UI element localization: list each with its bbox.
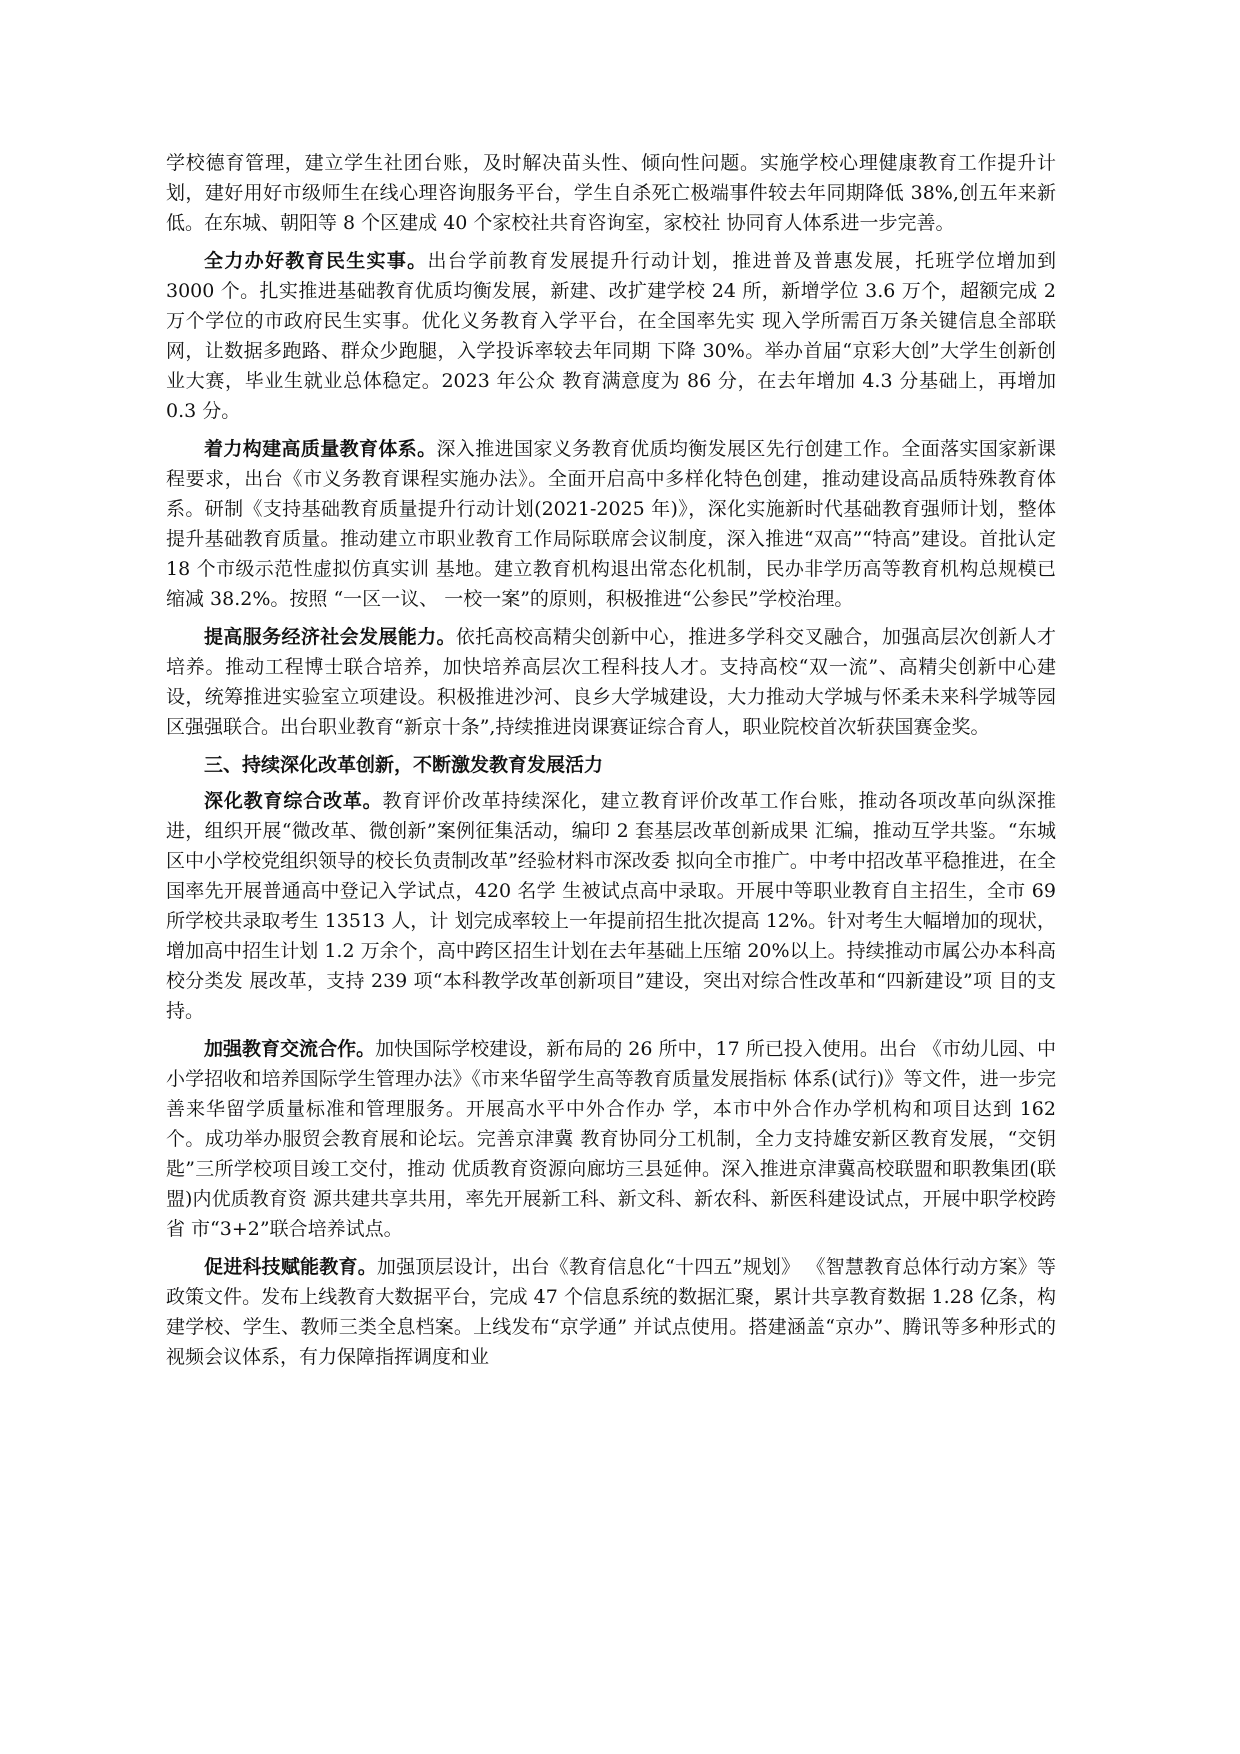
document-page — [166, 148, 1056, 1380]
paragraph-text: 学校德育管理，建立学生社团台账，及时解决苗头性、倾向性问题。实施学校心理健康教育工作提升计划，建好用好市级师生在线心理咨询服务平台，学生自杀死亡极端事件较去年同期降低 38%,创五年来新低。在东城、朝阳等 8 个区建成 40 个家校社共育咨询室，家校社 协同育人体系进一步完善。 — [166, 152, 1056, 234]
paragraph-moral-education — [166, 148, 1056, 238]
paragraph-livelihood — [166, 246, 1056, 426]
paragraph-text: 加快国际学校建设，新布局的 26 所中，17 所已投入使用。出台 《市幼儿园、中小学招收和培养国际学生管理办法》《市来华留学生高等教育质量发展指标 体系(试行)》等文件，进一步完善来华留学质量标准和管理服务。开展高水平中外合作办 学，本市中外合作办学机构和项目达到 162 个。成功举办服贸会教育展和论坛。完善京津冀 教育协同分工机制，全力支持雄安新区教育发展，“交钥匙”三所学校项目竣工交付，推动 优质教育资源向廊坊三县延伸。深入推进京津冀高校联盟和职教集团(联盟)内优质教育资 源共建共享共用，率先开展新工科、新文科、新农科、新医科建设试点，开展中职学校跨省 市“3+2”联合培养试点。 — [166, 1038, 1056, 1240]
paragraph-text: 深入推进国家义务教育优质均衡发展区先行创建工作。全面落实国家新课程要求，出台《市义务教育课程实施办法》。全面开启高中多样化特色创建，推动建设高品质特殊教育体系。研制《支持基础教育质量提升行动计划(2021-2025 年)》，深化实施新时代基础教育强师计划，整体提升基础教育质量。推动建立市职业教育工作局际联席会议制度，深入推进“双高”“特高”建设。首批认定 18 个市级示范性虚拟仿真实训 基地。建立教育机构退出常态化机制，民办非学历高等教育机构总规模已缩减 38.2%。按照 “一区一议、 一校一案”的原则，积极推进“公参民”学校治理。 — [166, 438, 1056, 610]
paragraph-lead: 加强教育交流合作。 — [204, 1038, 376, 1060]
paragraph-technology — [166, 1252, 1056, 1372]
paragraph-service-capacity — [166, 622, 1056, 742]
paragraph-reform — [166, 786, 1056, 1026]
paragraph-text: 加强顶层设计，出台《教育信息化“十四五”规划》 《智慧教育总体行动方案》等政策文件。发布上线教育大数据平台，完成 47 个信息系统的数据汇聚，累计共享教育数据 1.28 亿条，构建学校、学生、教师三类全息档案。上线发布“京学通” 并试点使用。搭建涵盖“京办”、腾讯等多种形式的视频会议体系，有力保障指挥调度和业 — [166, 1256, 1056, 1368]
paragraph-text: 教育评价改革持续深化，建立教育评价改革工作台账，推动各项改革向纵深推进，组织开展“微改革、微创新”案例征集活动，编印 2 套基层改革创新成果 汇编，推动互学共鉴。“东城区中小学校党组织领导的校长负责制改革”经验材料市深改委 拟向全市推广。中考中招改革平稳推进，在全国率先开展普通高中登记入学试点，420 名学 生被试点高中录取。开展中等职业教育自主招生，全市 69 所学校共录取考生 13513 人，计 划完成率较上一年提前招生批次提高 12%。针对考生大幅增加的现状，增加高中招生计划 1.2 万余个，高中跨区招生计划在去年基础上压缩 20%以上。持续推动市属公办本科高校分类发 展改革，支持 239 项“本科教学改革创新项目”建设，突出对综合性改革和“四新建设”项 目的支持。 — [166, 790, 1056, 1022]
paragraph-text: 依托高校高精尖创新中心，推进多学科交叉融合，加强高层次创新人才培养。推动工程博士联合培养，加快培养高层次工程科技人才。支持高校“双一流”、高精尖创新中心建设，统筹推进实验室立项建设。积极推进沙河、良乡大学城建设，大力推动大学城与怀柔未来科学城等园区强强联合。出台职业教育“新京十条”,持续推进岗课赛证综合育人，职业院校首次斩获国赛金奖。 — [166, 626, 1056, 738]
paragraph-text: 出台学前教育发展提升行动计划，推进普及普惠发展，托班学位增加到 3000 个。扎实推进基础教育优质均衡发展，新建、改扩建学校 24 所，新增学位 3.6 万个，超额完成 2 万个学位的市政府民生实事。优化义务教育入学平台，在全国率先实 现入学所需百万条关键信息全部联网，让数据多跑路、群众少跑腿，入学投诉率较去年同期 下降 30%。举办首届“京彩大创”大学生创新创业大赛，毕业生就业总体稳定。2023 年公众 教育满意度为 86 分，在去年增加 4.3 分基础上，再增加 0.3 分。 — [166, 250, 1056, 422]
paragraph-lead: 深化教育综合改革。 — [204, 790, 383, 812]
paragraph-quality-system — [166, 434, 1056, 614]
paragraph-lead: 着力构建高质量教育体系。 — [204, 438, 437, 460]
section-heading: 三、持续深化改革创新，不断激发教育发展活力 — [204, 754, 604, 776]
paragraph-lead: 全力办好教育民生实事。 — [204, 250, 428, 272]
paragraph-lead: 促进科技赋能教育。 — [204, 1256, 377, 1278]
paragraph-lead: 提高服务经济社会发展能力。 — [204, 626, 456, 648]
paragraph-cooperation — [166, 1034, 1056, 1244]
